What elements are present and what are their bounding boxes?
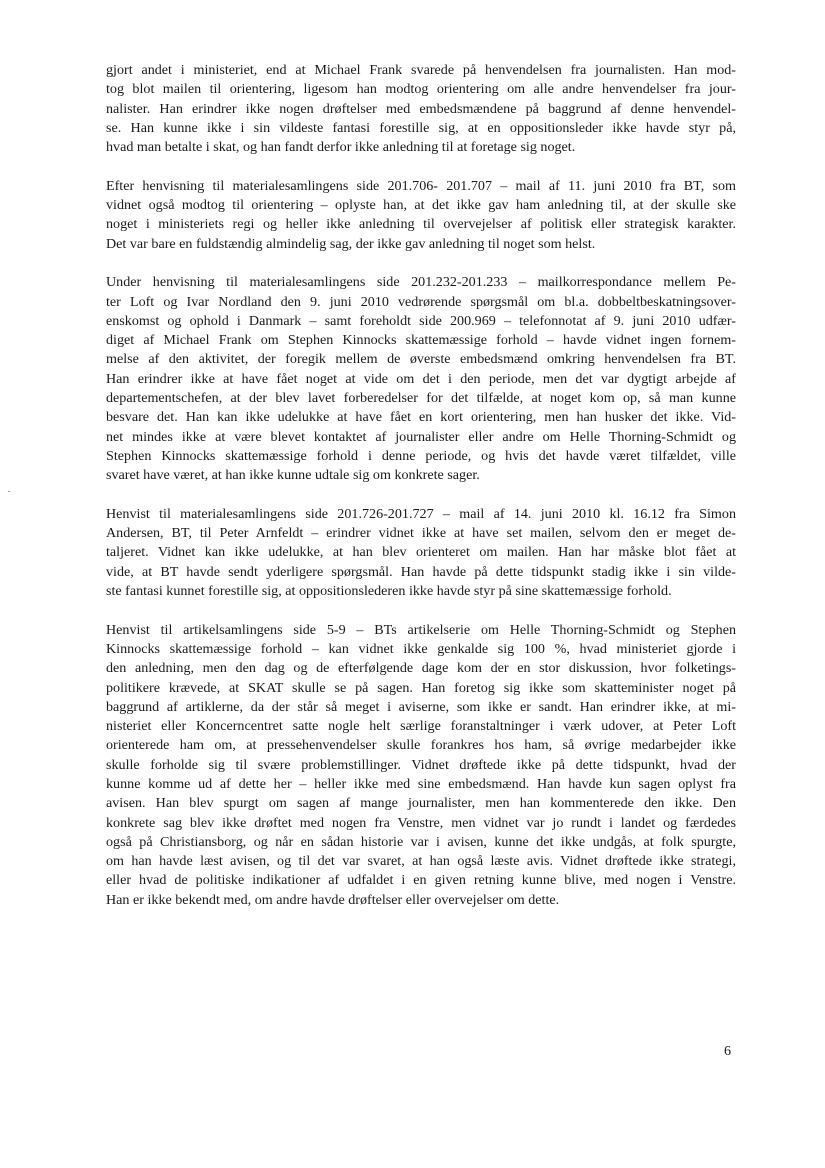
text-line: Under henvisning til materialesamlingens side 201.232-201.233 – mailkorrespondance mellem Pe- [106, 274, 736, 291]
text-line: net mindes ikke at være blevet kontaktet af journalister eller andre om Helle Thorning-Schmidt og [106, 428, 736, 445]
text-line: tog blot mailen til orientering, ligesom han modtog orientering om alle andre henvendelser fra jour- [106, 81, 736, 98]
text-line: ste fantasi kunnet forestille sig, at oppositionslederen ikke havde styr på sine skattemæssige forhold. [106, 583, 672, 600]
paragraph-4 [106, 505, 736, 601]
text-line: nisteriet eller Koncerncentret satte nogle helt særlige foranstaltninger i værk udover, at Peter Loft [106, 718, 736, 735]
text-line: noget i ministeriets regi og heller ikke anledning til overvejelser af politisk eller strategisk karakter. [106, 216, 736, 233]
text-line: den anledning, men den dag og de efterfølgende dage kom der en stor diskussion, hvor folketings- [106, 660, 736, 677]
paragraph-2 [106, 177, 736, 254]
text-line: diget af Michael Frank om Stephen Kinnocks skattemæssige forhold – havde vidnet ingen fornem- [106, 332, 736, 349]
paragraph-spacer [106, 601, 736, 620]
text-line: eller hvad de politiske indikationer af udfaldet i en given retning kunne blive, med nogen i Venstre. [106, 872, 736, 889]
text-line: besvare det. Han kan ikke udelukke at have fået en kort orientering, men han husker det ikke. Vid- [106, 409, 736, 426]
paragraph-spacer [106, 157, 736, 176]
text-line: vide, at BT havde sendt yderligere spørgsmål. Han havde på dette tidspunkt stadig ikke i sin vilde- [106, 563, 736, 580]
text-line: svaret have været, at han ikke kunne udtale sig om konkrete sager. [106, 467, 480, 484]
text-line: Han erindrer ikke at have fået noget at vide om det i den periode, men det var dygtigt arbejde af [106, 370, 736, 387]
text-line: se. Han kunne ikke i sin vildeste fantasi forestille sig, at en oppositionsleder ikke havde styr på, [106, 119, 736, 136]
text-line: gjort andet i ministeriet, end at Michael Frank svarede på henvendelsen fra journalisten. Han mod- [106, 62, 736, 78]
text-line: melse af den aktivitet, der foregik mellem de øverste embedsmænd omkring henvendelsen fra BT. [106, 351, 736, 368]
text-line: ter Loft og Ivar Nordland den 9. juni 2010 vedrørende spørgsmål om bl.a. dobbeltbeskatningsover- [106, 293, 736, 310]
text-line: også på Christiansborg, og når en sådan historie var i avisen, kunne det ikke undgås, at folk spurgte, [106, 833, 736, 850]
paragraph-spacer [106, 254, 736, 273]
text-line: departementschefen, at der blev lavet forberedelser for det tilfælde, at noget kom op, så man kunne [106, 390, 736, 407]
paragraph-5 [106, 621, 736, 910]
text-line: orienterede ham om, at pressehenvendelser skulle forankres hos ham, så øvrige medarbejder ikke [106, 737, 736, 754]
paragraph-spacer [106, 486, 736, 505]
margin-mark [8, 491, 10, 492]
text-line: Henvist til materialesamlingens side 201.726-201.727 – mail af 14. juni 2010 kl. 16.12 fra Simon [106, 505, 736, 522]
text-line: avisen. Han blev spurgt om sagen af mange journalister, men han kommenterede den ikke. Den [106, 795, 736, 812]
text-line: politikere krævede, at SKAT skulle se på sagen. Han foretog sig ikke som skatteminister noget på [106, 679, 736, 696]
text-line: vidnet også modtog til orientering – oplyste han, at det ikke gav ham anledning til, at der skulle ske [106, 197, 736, 214]
text-line: nalister. Han erindrer ikke nogen drøftelser med embedsmændene på baggrund af denne henvendel- [106, 100, 736, 117]
text-line: om han havde læst avisen, og til det var svaret, at han også læste avis. Vidnet drøftede ikke strategi, [106, 853, 736, 870]
text-line: Stephen Kinnocks skattemæssige forhold i denne periode, og hvis det havde været tilfældet, ville [106, 447, 736, 464]
text-line: taljeret. Vidnet kan ikke udelukke, at han blev orienteret om mailen. Han har måske blot fået at [106, 544, 736, 561]
text-line: Det var bare en fuldstændig almindelig sag, der ikke gav anledning til noget som helst. [106, 235, 596, 252]
text-line: skulle forholde sig til svære problemstillinger. Vidnet drøftede ikke på dette tidspunkt, hvad der [106, 756, 736, 773]
text-line: Efter henvisning til materialesamlingens side 201.706- 201.707 – mail af 11. juni 2010 fra BT, som [106, 177, 736, 194]
text-line: enskomst og ophold i Danmark – samt foreholdt side 200.969 – telefonnotat af 9. juni 2010 udfær- [106, 312, 736, 329]
text-line: baggrund af artiklerne, da der står så meget i aviserne, som ikke er sandt. Han erindrer ikke, at mi- [106, 698, 736, 715]
document-body [106, 61, 736, 910]
page-number: 6 [724, 1043, 732, 1059]
text-line: Kinnocks skattemæssige forhold – kan vidnet ikke genkalde sig 100 %, hvad ministeriet gjorde i [106, 640, 736, 657]
paragraph-3 [106, 273, 736, 485]
text-line: Andersen, BT, til Peter Arnfeldt – erindrer vidnet ikke at have set mailen, selvom den er meget de- [106, 525, 736, 542]
text-line: Henvist til artikelsamlingens side 5-9 – BTs artikelserie om Helle Thorning-Schmidt og Stephen [106, 621, 736, 638]
text-line: Han er ikke bekendt med, om andre havde drøftelser eller overvejelser om dette. [106, 891, 560, 908]
text-line: kunne komme ud af dette her – heller ikke med sine embedsmænd. Han havde kun sagen oplyst fra [106, 775, 736, 792]
text-line: hvad man betalte i skat, og han fandt derfor ikke anledning til at foretage sig noget. [106, 139, 576, 156]
paragraph-1 [106, 61, 736, 157]
text-line: konkrete sag blev ikke drøftet med nogen fra Venstre, men vidnet var jo rundt i landet og færdedes [106, 814, 736, 831]
